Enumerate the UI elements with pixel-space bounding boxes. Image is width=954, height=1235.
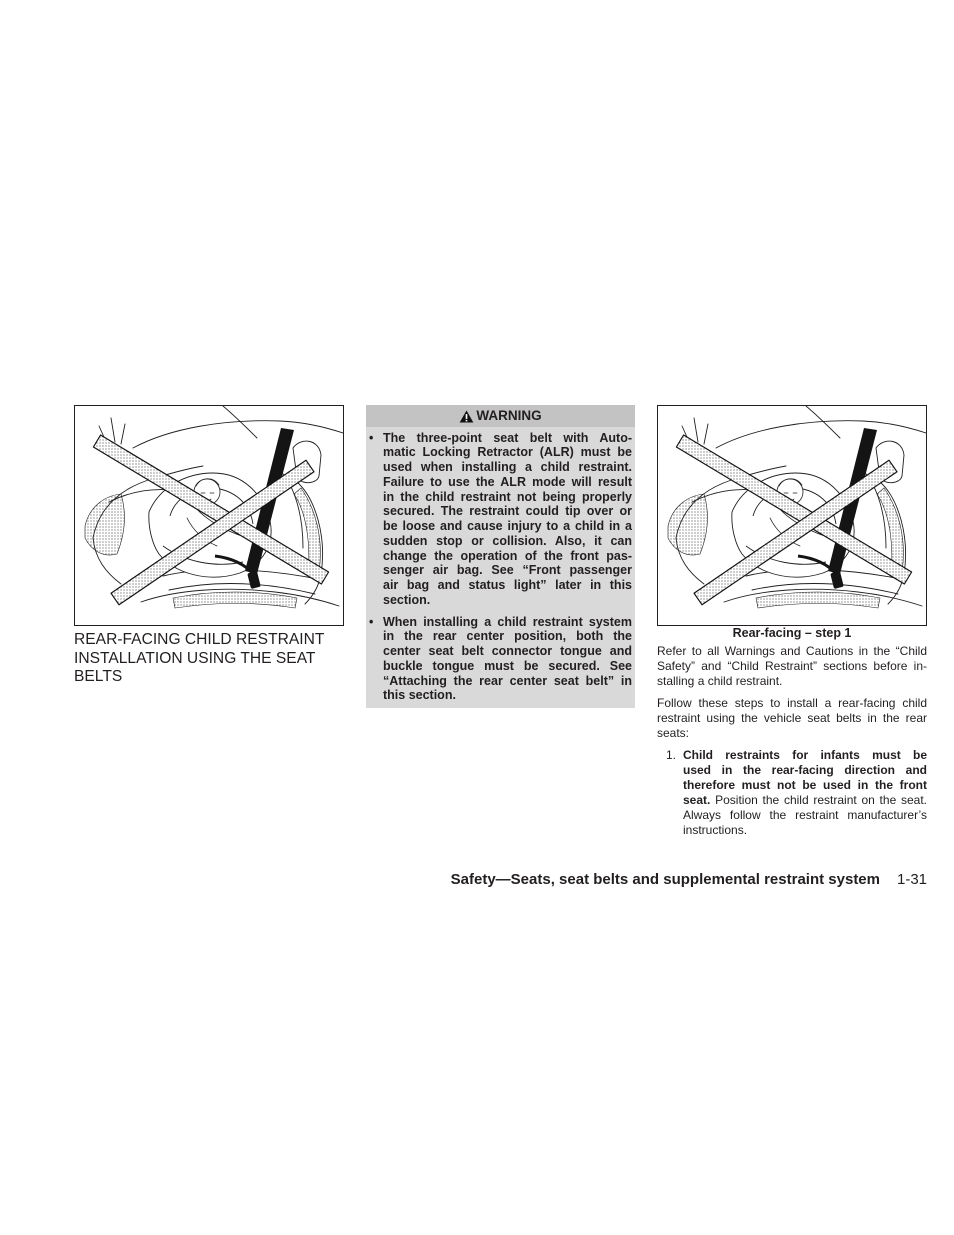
step-text-line: Child restraints for infants must be [683, 747, 927, 762]
paragraph-line: Safety” and “Child Restraint” sections before in- [657, 658, 927, 673]
heading-line: REAR-FACING CHILD RESTRAINT [74, 631, 325, 648]
illustration-drawing [658, 406, 926, 625]
step-text-line: Always follow the restraint manufacturer’s [683, 807, 927, 822]
paragraph [657, 696, 927, 741]
warning-text-line: air bag and status light” later in this [383, 578, 632, 593]
warning-item [366, 431, 635, 608]
step-number: 1. [666, 747, 677, 762]
bullet: • [369, 430, 374, 445]
page-number: 1-31 [897, 871, 928, 888]
child-restraint-illustration-prohibited [74, 405, 344, 626]
step-text-line: therefore must not be used in the front [683, 777, 927, 792]
paragraph-line: restraint using the vehicle seat belts in the rear [657, 710, 927, 725]
warning-text-line: buckle tongue must be secured. See [383, 658, 632, 673]
footer-section-title: Safety—Seats, seat belts and supplemental restraint system [450, 871, 880, 888]
illustration-artwork [85, 406, 343, 608]
warning-list [366, 427, 635, 703]
warning-text-line: in the rear center position, both the [383, 629, 632, 644]
warning-triangle-icon [459, 410, 474, 423]
heading-line: INSTALLATION USING THE SEAT [74, 649, 316, 667]
warning-text-line: matic Locking Retractor (ALR) must be [383, 445, 632, 460]
warning-text-line: When installing a child restraint system [383, 614, 632, 629]
warning-header [366, 405, 635, 427]
warning-text-line: The three-point seat belt with Auto- [383, 430, 632, 445]
warning-text-line: senger air bag. See “Front passenger [383, 563, 632, 578]
rear-facing-step-1-illustration [657, 405, 927, 626]
step-text-line: used in the rear-facing direction and [683, 762, 927, 777]
warning-text-line: secured. The restraint could tip over or [383, 504, 632, 519]
step-bold-text: seat. [683, 792, 711, 807]
section-heading [74, 631, 344, 687]
warning-item [366, 615, 635, 704]
warning-text-line: this section. [383, 688, 456, 703]
illustration-artwork [668, 406, 926, 608]
illustration-drawing [75, 406, 343, 625]
warning-text-line: center seat belt connector tongue and [383, 644, 632, 659]
step-text-line: instructions. [683, 822, 748, 837]
step-regular-text: Position the child restraint on the seat. [715, 792, 927, 807]
warning-box [366, 405, 635, 708]
paragraph-line: seats: [657, 725, 690, 740]
step-text-line [683, 793, 927, 808]
warning-title: WARNING [476, 408, 542, 423]
warning-text-line: “Attaching the rear center seat belt” in [383, 673, 632, 688]
step-item [657, 748, 927, 838]
warning-text-line: sudden stop or collision. Also, it can [383, 533, 632, 548]
paragraph [657, 644, 927, 689]
warning-text-line: change the operation of the front pas- [383, 548, 632, 563]
warning-text-line: section. [383, 592, 431, 607]
warning-text-line: used when installing a child restraint. [383, 460, 632, 475]
illustration-caption: Rear-facing – step 1 [732, 626, 852, 640]
warning-text-line: in the child restraint not being properly [383, 489, 632, 504]
bullet: • [369, 614, 374, 629]
instructions-column [657, 626, 927, 838]
warning-text-line: be loose and cause injury to a child in a [383, 519, 632, 534]
paragraph-line: Refer to all Warnings and Cautions in the “Child [657, 643, 927, 658]
paragraph-line: stalling a child restraint. [657, 673, 783, 688]
warning-text-line: Failure to use the ALR mode will result [383, 474, 632, 489]
heading-line: BELTS [74, 668, 123, 685]
paragraph-line: Follow these steps to install a rear-facing child [657, 695, 927, 710]
